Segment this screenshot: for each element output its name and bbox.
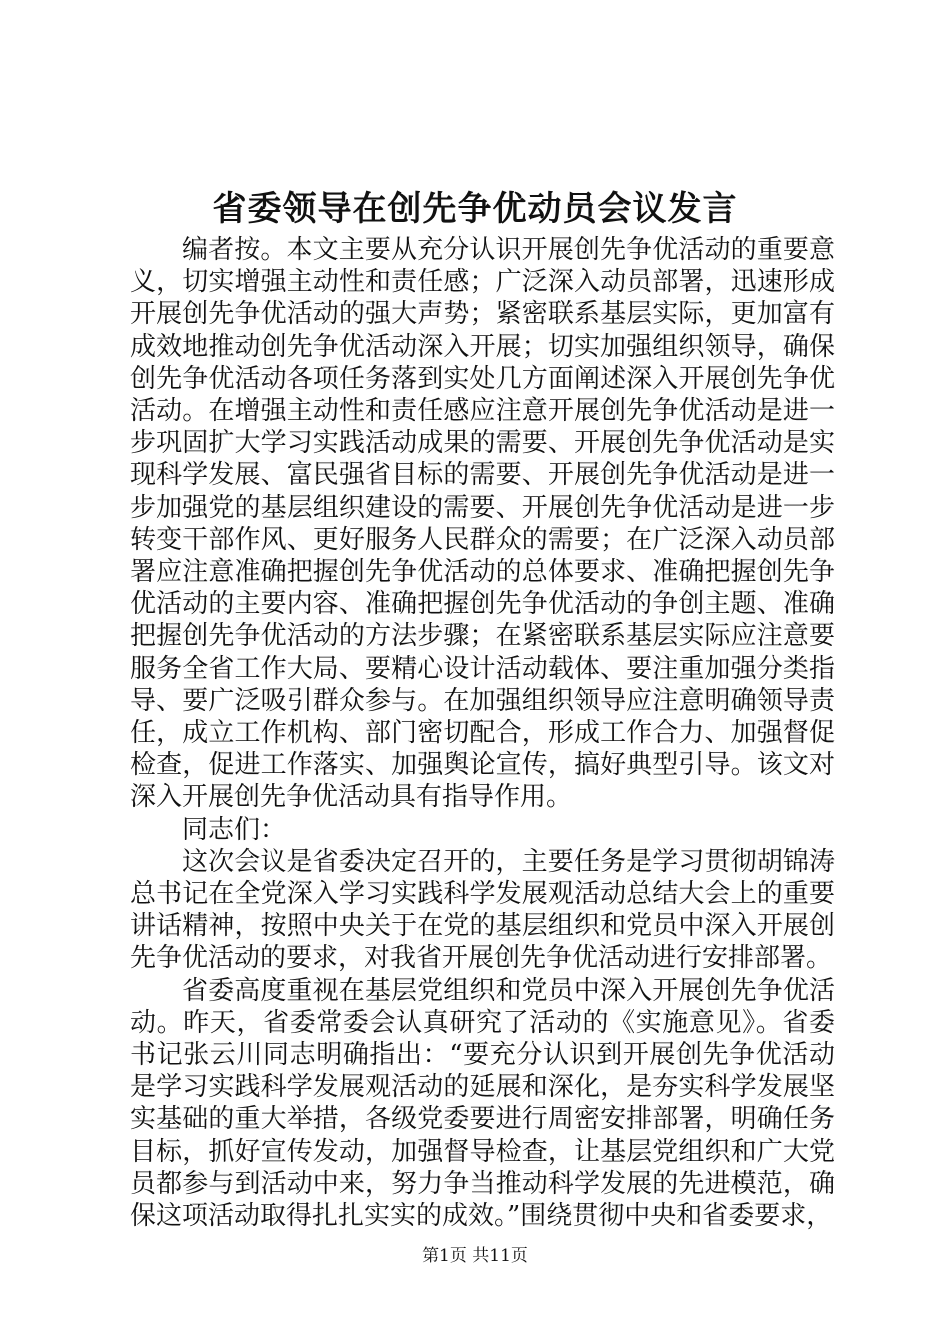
salutation-paragraph: 同志们： [182,814,287,845]
body-paragraph: 省委高度重视在基层党组织和党员中深入开展创先争优活动。昨天，省委常委会认真研究了活动的《实施意见》。省委书记张云川同志明确指出：“要充分认识到开展创先争优活动是学习实践科学发展观活动的延展和深化，是夯实科学发展坚实基础的重大举措，各级党委要进行周密安排部署，明确任务目标，抓好宣传发动，加强督导检查，让基层党组织和广大党员都参与到活动中来，努力争当推动科学发展的先进模范，确保这项活动取得扎扎实实的成效。”围绕贯彻中央和省委要求， [130,975,835,1232]
body-paragraph: 这次会议是省委决定召开的，主要任务是学习贯彻胡锦涛总书记在全党深入学习实践科学发展观活动总结大会上的重要讲话精神，按照中央关于在党的基层组织和党员中深入开展创先争优活动的要求，对我省开展创先争优活动进行安排部署。 [130,846,835,974]
editor-note-paragraph: 编者按。本文主要从充分认识开展创先争优活动的重要意义，切实增强主动性和责任感；广泛深入动员部署，迅速形成开展创先争优活动的强大声势；紧密联系基层实际，更加富有成效地推动创先争优活动深入开展；切实加强组织领导，确保创先争优活动各项任务落到实处几方面阐述深入开展创先争优活动。在增强主动性和责任感应注意开展创先争优活动是进一步巩固扩大学习实践活动成果的需要、开展创先争优活动是实现科学发展、富民强省目标的需要、开展创先争优活动是进一步加强党的基层组织建设的需要、开展创先争优活动是进一步转变干部作风、更好服务人民群众的需要；在广泛深入动员部署应注意准确把握创先争优活动的总体要求、准确把握创先争优活动的主要内容、准确把握创先争优活动的争创主题、准确把握创先争优活动的方法步骤；在紧密联系基层实际应注意要服务全省工作大局、要精心设计活动载体、要注重加强分类指导、要广泛吸引群众参与。在加强组织领导应注意明确领导责任，成立工作机构、部门密切配合，形成工作合力、加强督促检查，促进工作落实、加强舆论宣传，搞好典型引导。该文对深入开展创先争优活动具有指导作用。 [130,235,835,813]
document-title: 省委领导在创先争优动员会议发言 [212,189,738,229]
document-body [130,234,835,1232]
page-number-footer: 第1页 共11页 [422,1246,528,1266]
